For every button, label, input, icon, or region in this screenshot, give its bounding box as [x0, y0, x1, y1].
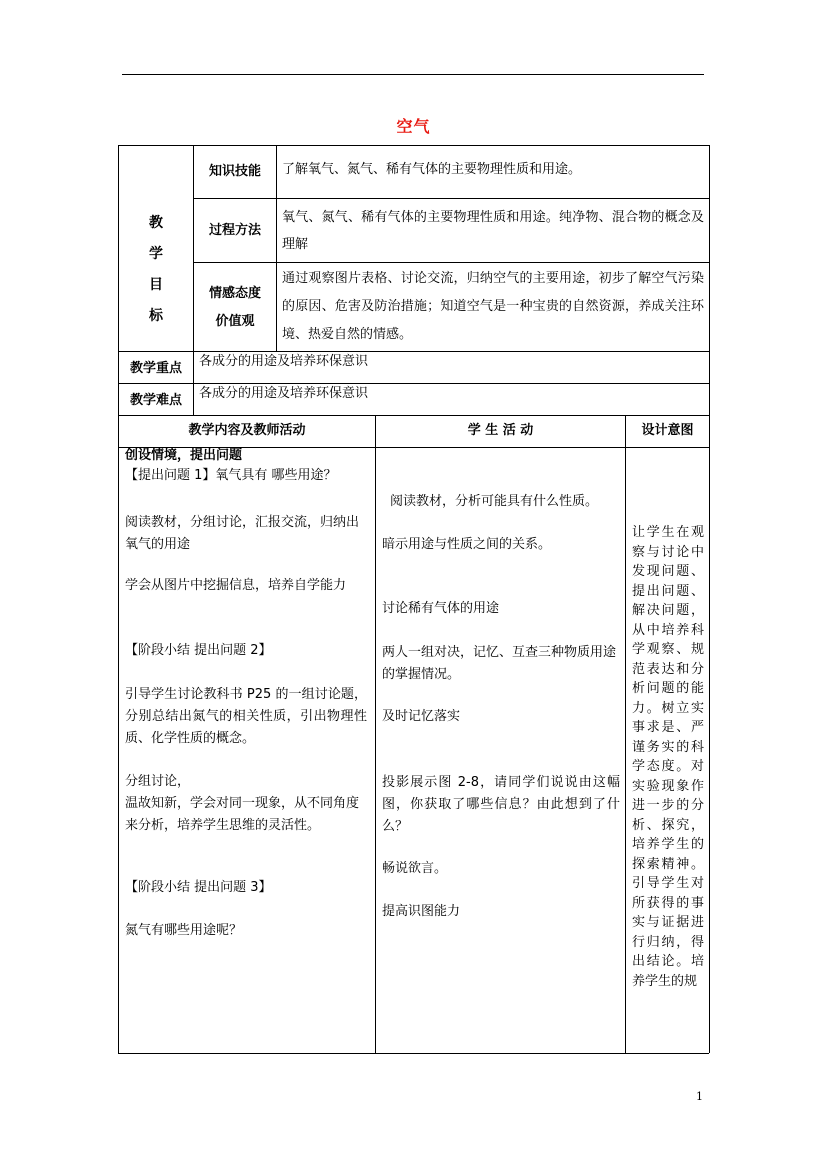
key-point-label: 教学重点	[129, 361, 182, 376]
objective-text-process: 氧气、氮气、稀有气体的主要物理性质和用途。纯净物、混合物的概念及理解	[282, 210, 704, 252]
student-activity-3: 讨论稀有气体的用途	[382, 601, 500, 616]
column-header-student: 学 生 活 动	[467, 423, 534, 438]
student-activity-7: 畅说欲言。	[382, 861, 448, 876]
objective-text-emotion: 通过观察图片表格、讨论交流，归纳空气的主要用途，初步了解空气污染的原因、危害及防治措施；知道空气是一种宝贵的自然资源，养成关注环境、热爱自然的情感。	[282, 271, 704, 342]
student-activity-2: 暗示用途与性质之间的关系。	[382, 537, 552, 552]
difficulty-text: 各成分的用途及培养环保意识	[199, 386, 369, 401]
column-header-intent: 设计意图	[641, 423, 694, 438]
page-number: 1	[696, 1090, 703, 1103]
teacher-paragraph-3: 引导学生讨论教科书 P25 的一组讨论题，分别总结出氮气的相关性质，引出物理性质、化学性质的概念。	[125, 687, 367, 746]
teacher-paragraph-2: 学会从图片中挖掘信息，培养自学能力	[125, 578, 347, 593]
student-activity-8: 提高识图能力	[382, 904, 461, 919]
teacher-heading: 创设情境，提出问题	[125, 448, 243, 463]
student-activity-1: 阅读教材，分析可能具有什么性质。	[390, 494, 599, 509]
objective-label-process: 过程方法	[208, 223, 261, 238]
header-rule	[122, 74, 704, 75]
difficulty-label: 教学难点	[129, 393, 182, 408]
teacher-question-2: 【阶段小结 提出问题 2】	[125, 643, 272, 658]
student-activity-5: 及时记忆落实	[382, 709, 461, 724]
teacher-question-1: 【提出问题 1】氧气具有 哪些用途？	[125, 468, 337, 483]
page-title: 空气	[396, 117, 431, 136]
student-activity-6: 投影展示图 2-8，请同学们说说由这幅图，你获取了哪些信息？由此想到了什么？	[382, 775, 620, 834]
objective-label-knowledge: 知识技能	[208, 164, 261, 179]
teacher-question-3: 【阶段小结 提出问题 3】	[125, 880, 272, 895]
objectives-header: 教 学 目 标	[149, 215, 163, 324]
design-intent-text: 让学生在观察与讨论中发现问题、提出问题、解决问题，从中培养科学观察、规范表达和分析问题的能力。树立实事求是、严谨务实的科学态度。对实验现象作进一步的分析、探究，培养学生的探索精神。引导学生对所获得的事实与证据进行归纳，得出结论。培养学生的规	[632, 525, 704, 989]
objective-label-emotion: 情感态度 价值观	[208, 286, 261, 329]
key-point-text: 各成分的用途及培养环保意识	[199, 354, 369, 369]
teacher-paragraph-5: 氮气有哪些用途呢？	[125, 923, 243, 938]
column-header-teacher: 教学内容及教师活动	[188, 423, 306, 438]
objective-text-knowledge: 了解氧气、氮气、稀有气体的主要物理性质和用途。	[282, 162, 582, 177]
student-activity-4: 两人一组对决，记忆、互查三种物质用途的掌握情况。	[382, 645, 617, 682]
teacher-paragraph-1: 阅读教材，分组讨论，汇报交流，归纳出氧气的用途	[125, 515, 360, 552]
teacher-paragraph-4: 分组讨论， 温故知新，学会对同一现象，从不同角度来分析，培养学生思维的灵活性。	[125, 774, 360, 833]
